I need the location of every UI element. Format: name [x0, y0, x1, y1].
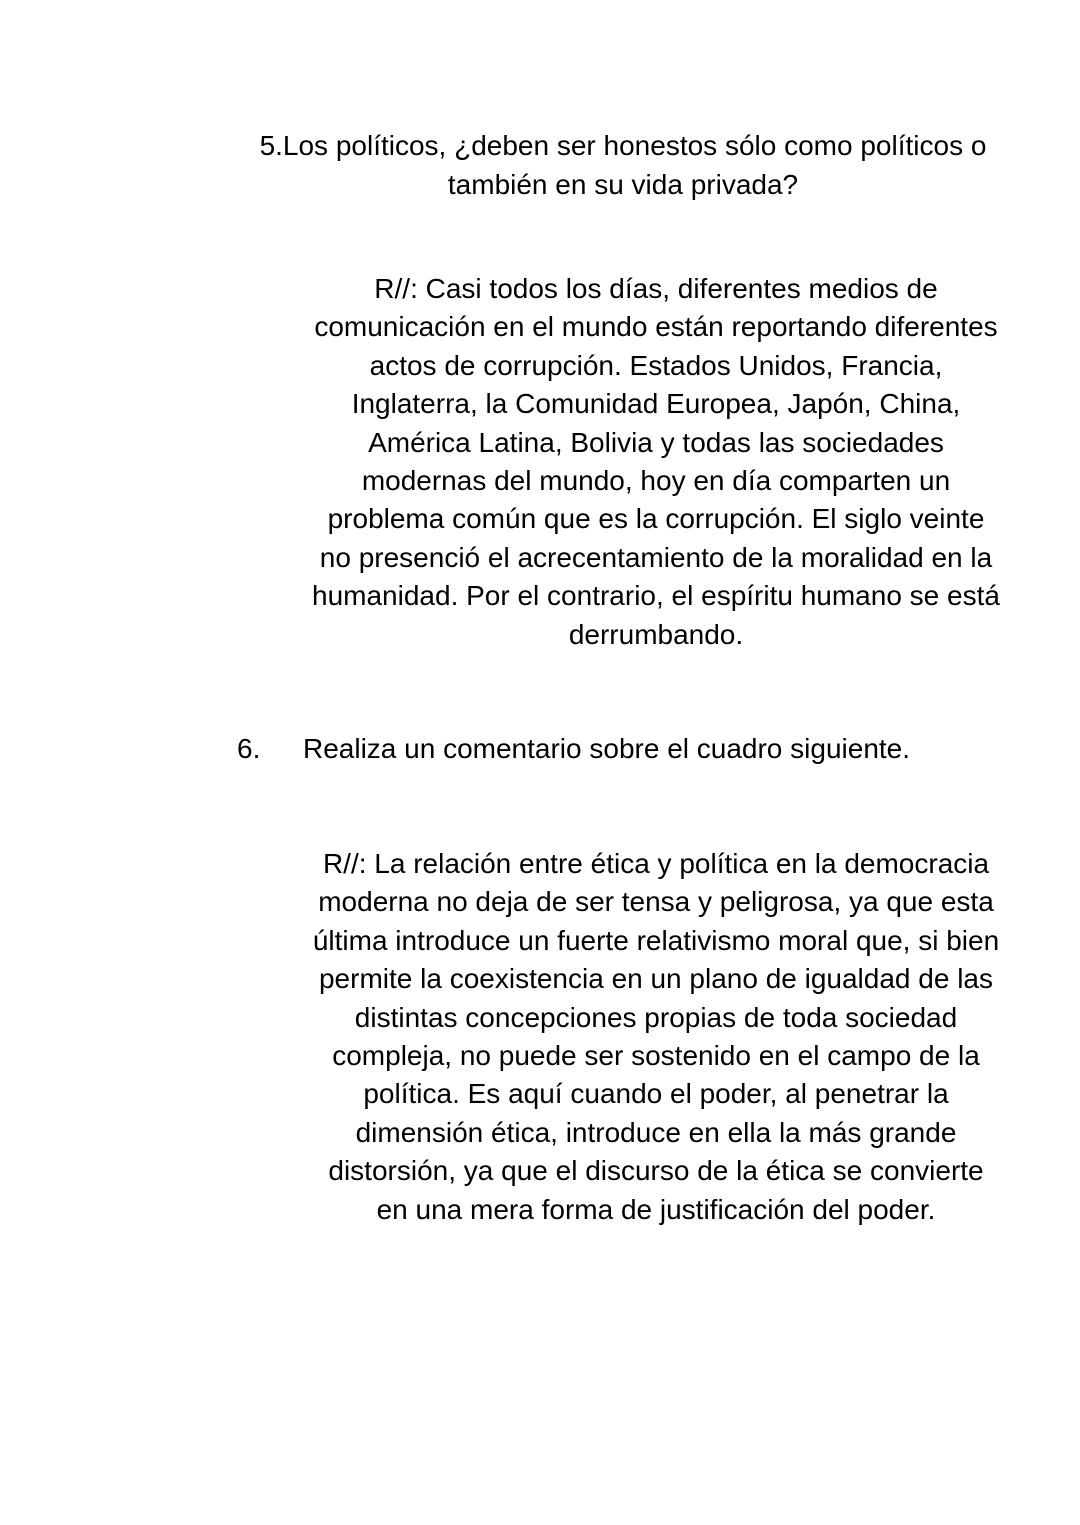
- answer-5-line: actos de corrupción. Estados Unidos, Francia,: [369, 349, 943, 381]
- answer-5-line: problema común que es la corrupción. El siglo veinte: [327, 503, 985, 535]
- answer-6-line: R//: La relación entre ética y política en la democracia: [322, 848, 990, 879]
- question-5-line: también en su vida privada?: [447, 169, 799, 200]
- answer-6-line: permite la coexistencia en un plano de igualdad de las: [318, 963, 993, 995]
- question-6: [237, 730, 1017, 768]
- answer-5: [296, 270, 1016, 654]
- answer-5-line: modernas del mundo, hoy en día comparten un: [361, 465, 951, 497]
- answer-6-line: moderna no deja de ser tensa y peligrosa, ya que esta: [318, 886, 994, 918]
- answer-6-line: distorsión, ya que el discurso de la ética se convierte: [328, 1155, 984, 1187]
- answer-5-line: derrumbando.: [568, 618, 744, 650]
- question-5-line: 5.Los políticos, ¿deben ser honestos sólo como políticos o: [259, 130, 987, 161]
- answer-6-line: distintas concepciones propias de toda sociedad: [354, 1001, 958, 1033]
- question-6-text: Realiza un comentario sobre el cuadro siguiente.: [303, 733, 911, 764]
- answer-6-line: en una mera forma de justificación del poder.: [376, 1193, 936, 1225]
- question-6-number: 6.: [237, 733, 261, 764]
- answer-6-line: política. Es aquí cuando el poder, al penetrar la: [363, 1078, 949, 1110]
- answer-5-line: humanidad. Por el contrario, el espíritu humano se está: [312, 580, 1000, 612]
- answer-5-line: comunicación en el mundo están reportando diferentes: [314, 311, 998, 343]
- answer-5-line: R//: Casi todos los días, diferentes medios de: [374, 273, 938, 304]
- answer-5-line: América Latina, Bolivia y todas las sociedades: [368, 426, 944, 458]
- answer-5-line: Inglaterra, la Comunidad Europea, Japón, China,: [351, 388, 961, 420]
- answer-6-line: compleja, no puede ser sostenido en el campo de la: [332, 1040, 980, 1072]
- answer-6-line: última introduce un fuerte relativismo moral que, si bien: [312, 924, 1000, 956]
- question-5: [238, 126, 1008, 204]
- answer-6-line: dimensión ética, introduce en ella la más grande: [355, 1116, 957, 1148]
- answer-5-line: no presenció el acrecentamiento de la moralidad en la: [319, 541, 993, 573]
- answer-6: [296, 845, 1016, 1229]
